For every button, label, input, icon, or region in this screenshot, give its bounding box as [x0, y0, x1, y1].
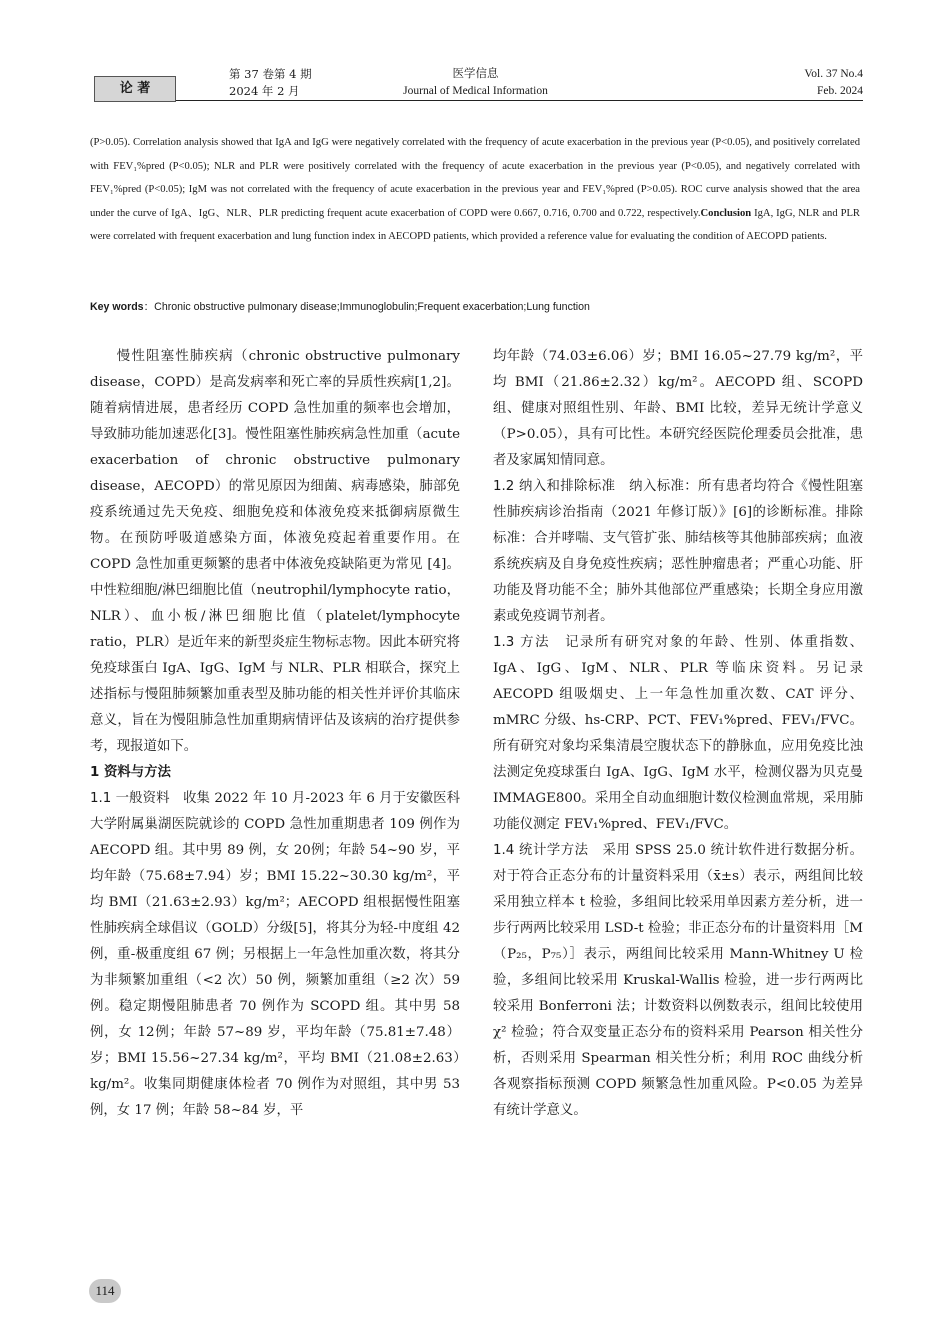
statistics-paragraph — [493, 838, 863, 1124]
methods-text: 记录所有研究对象的年龄、性别、体重指数、IgA、IgG、IgM、NLR、PLR 等临床资料。另记录 AECOPD 组吸烟史、上一年急性加重次数、CAT 评分、mMRC 分级、hs-CRP、PCT、FEV₁%pred、FEV₁/FVC。所有研究对象均采集清晨空腹状态下的静脉血，应用免疫比浊法测定免疫球蛋白 IgA、IgG、IgM 水平，检测仪器为贝克曼 IMMAGE800。采用全自动血细胞计数仪检测血常规，采用肺功能仪测定 FEV₁%pred、FEV₁/FVC。 — [493, 635, 863, 832]
general-data-text: 收集 2022 年 10 月-2023 年 6 月于安徽医科大学附属巢湖医院就诊的 COPD 急性加重期患者 109 例作为 AECOPD 组。其中男 89 例，女 20例；年龄 54~90 岁，平均年龄（75.68±7.94）岁；BMI 15.22~30.30 kg/m²，平均 BMI（21.63±2.93）kg/m²；AECOPD 组根据慢性阻塞性肺疾病全球倡议（GOLD）分级[5]，将其分为轻-中度组 42 例，重-极重度组 67 例；另根据上一年急性加重次数，将其分为非频繁加重组（<2 次）50 例，频繁加重组（≥2 次）59例。稳定期慢阻肺患者 70 例作为 SCOPD 组。其中男 58 例，女 12例；年龄 57~89 岁，平均年龄（75.81±7.48）岁；BMI 15.56~27.34 kg/m²，平均 BMI（21.08±2.63）kg/m²。收集同期健康体检者 70 例作为对照组，其中男 53 例，女 17 例；年龄 58~84 岁，平 — [90, 791, 460, 1118]
date-en: Feb. 2024 — [817, 85, 863, 97]
statistics-text: 采用 SPSS 25.0 统计软件进行数据分析。对于符合正态分布的计量资料采用（x̄±s）表示，两组间比较采用独立样本 t 检验，多组间比较采用单因素方差分析，进一步行两两比较采用 LSD-t 检验；非正态分布的计量资料用［M（P₂₅，P₇₅）］表示，两组间比较采用 Mann-Whitney U 检验，多组间比较采用 Kruskal-Wallis 检验，进一步行两两比较采用 Bonferroni 法；计数资料以例数表示，组间比较使用 χ² 检验；符合双变量正态分布的资料采用 Pearson 相关性分析，否则采用 Spearman 相关性分析；利用 ROC 曲线分析各观察指标预测 COPD 频繁急性加重风险。P<0.05 为差异有统计学意义。 — [493, 843, 863, 1118]
section-tag: 论 著 — [94, 76, 176, 102]
page-number: 114 — [89, 1279, 121, 1303]
keywords-label: Key words — [90, 301, 144, 313]
abstract-results: (P>0.05). Correlation analysis showed that IgA and IgG were negatively correlated with the frequency of acute exacerbation in the previous year (P<0.05), and positively correlated with FEV₁%pred (P<0.05); NLR and PLR were positively correlated with the frequency of acute exacerbation in the previous year (P<0.05), and negatively correlated with FEV₁%pred (P<0.05); IgM was not correlated with the frequency of acute exacerbation in the previous year and FEV₁%pred (P>0.05). ROC curve analysis showed that the area under the curve of IgA、IgG、NLR、PLR predicting frequent acute exacerbation of COPD were 0.667, 0.716, 0.700 and 0.722, respectively. — [90, 137, 860, 219]
left-column — [90, 344, 460, 1124]
continued-paragraph: 均年龄（74.03±6.06）岁；BMI 16.05~27.79 kg/m²，平均 BMI（21.86±2.32）kg/m²。AECOPD 组、SCOPD 组、健康对照组性别、年龄、BMI 比较，差异无统计学意义（P>0.05），具有可比性。本研究经医院伦理委员会批准，患者及家属知情同意。 — [493, 349, 863, 468]
abstract-text — [90, 131, 860, 249]
section-heading-methods: 1 资料与方法 — [90, 765, 171, 780]
subsection-title-1-4: 1.4 统计学方法 — [493, 843, 589, 858]
volume-cn: 第 37 卷第 4 期 — [229, 67, 312, 81]
journal-cn: 医学信息 — [452, 68, 499, 80]
general-data-paragraph — [90, 786, 460, 1124]
abstract — [90, 131, 860, 249]
criteria-text: 纳入标准：所有患者均符合《慢性阻塞性肺疾病诊治指南（2021 年修订版）》[6]的诊断标准。排除标准：合并哮喘、支气管扩张、肺结核等其他肺部疾病；血液系统疾病及自身免疫性疾病；恶性肿瘤患者；严重心功能、肝功能及肾功能不全；肺外其他部位严重感染；长期全身应用激素或免疫调节剂者。 — [493, 479, 863, 624]
subsection-title-1-3: 1.3 方法 — [493, 635, 551, 650]
right-column — [493, 344, 863, 1124]
volume-en: Vol. 37 No.4 — [804, 68, 863, 80]
header-rule — [176, 100, 863, 101]
date-cn: 2024 年 2 月 — [229, 84, 300, 98]
abstract-conclusion: IgA, IgG, NLR and PLR were correlated with frequent exacerbation and lung function index in AECOPD patients, which provided a reference value for evaluating the condition of AECOPD patients. — [90, 207, 861, 242]
header-journal — [88, 66, 863, 100]
header-volume-en — [804, 66, 863, 100]
subsection-title-1-2: 1.2 纳入和排除标准 — [493, 479, 616, 494]
conclusion-label: Conclusion — [700, 207, 752, 219]
keywords-text: ：Chronic obstructive pulmonary disease;Immunoglobulin;Frequent exacerbation;Lung function — [143, 301, 590, 313]
criteria-paragraph — [493, 474, 863, 630]
intro-paragraph: 慢性阻塞性肺疾病（chronic obstructive pulmonary disease，COPD）是高发病率和死亡率的异质性疾病[1,2]。随着病情进展，患者经历 COPD 急性加重的频率也会增加，导致肺功能加速恶化[3]。慢性阻塞性肺疾病急性加重（acute exacerbation of chronic obstructive pulmonary disease，AECOPD）的常见原因为细菌、病毒感染，肺部免疫系统通过先天免疫、细胞免疫和体液免疫来抵御病原微生物。在预防呼吸道感染方面，体液免疫起着重要作用。在 COPD 急性加重更频繁的患者中体液免疫缺陷更为常见 [4]。中性粒细胞/淋巴细胞比值（neutrophil/lymphocyte ratio，NLR）、血小板/淋巴细胞比值（platelet/lymphocyte ratio，PLR）是近年来的新型炎症生物标志物。因此本研究将免疫球蛋白 IgA、IgG、IgM 与 NLR、PLR 相联合，探究上述指标与慢阻肺频繁加重表型及肺功能的相关性并评价其临床意义，旨在为慢阻肺急性加重期病情评估及该病的治疗提供参考，现报道如下。 — [90, 349, 460, 754]
journal-en: Journal of Medical Information — [403, 85, 548, 97]
methods-paragraph — [493, 630, 863, 838]
subsection-title-1-1: 1.1 一般资料 — [90, 791, 170, 806]
page-header — [88, 64, 863, 104]
keywords — [90, 297, 860, 317]
